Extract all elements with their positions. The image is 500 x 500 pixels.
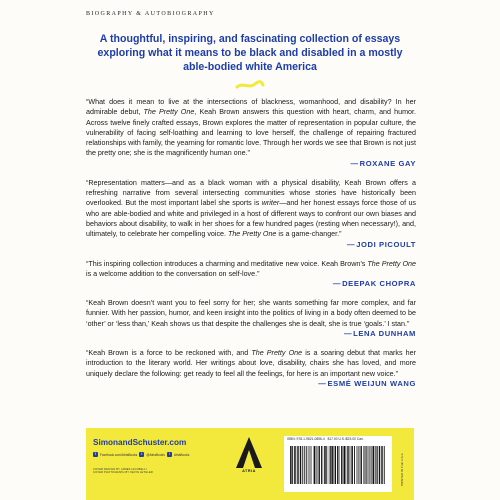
barcode-bar xyxy=(314,446,315,484)
barcode-bar xyxy=(381,446,382,484)
category-label: BIOGRAPHY & AUTOBIOGRAPHY xyxy=(86,11,215,17)
barcode-bar xyxy=(295,446,296,484)
barcode-bar xyxy=(372,446,373,484)
barcode-bar xyxy=(290,446,291,484)
blurb-attribution: —ESMÉ WEIJUN WANG xyxy=(318,378,416,388)
barcode-bar xyxy=(291,446,292,484)
social-instagram[interactable]: AtriaBooks xyxy=(173,452,190,457)
barcode-icon xyxy=(288,444,388,488)
barcode-bar xyxy=(366,446,367,484)
barcode-bar xyxy=(377,446,378,484)
barcode-bar xyxy=(361,446,362,484)
barcode-bar xyxy=(335,446,336,484)
barcode-bar xyxy=(375,446,376,484)
twitter-icon: t xyxy=(139,452,144,457)
barcode-bar xyxy=(358,446,359,484)
blurb-attribution: —LENA DUNHAM xyxy=(343,329,416,339)
barcode-bar xyxy=(324,446,325,484)
blurb-attribution: —DEEPAK CHOPRA xyxy=(332,279,416,289)
barcode-bar xyxy=(332,446,333,484)
barcode-bar xyxy=(341,446,342,484)
barcode-bar xyxy=(347,446,348,484)
isbn-price: ISBN: 978-1-9821-0856-4 $17.00 U.S./$23.00 Can. xyxy=(287,437,364,441)
blurb-attribution: —ROXANE GAY xyxy=(350,158,416,168)
blurb-deepak-chopra xyxy=(86,259,416,290)
barcode-bar xyxy=(302,446,303,484)
barcode-bar xyxy=(351,446,352,484)
cover-credits xyxy=(93,468,153,475)
barcode-bar xyxy=(344,446,345,484)
barcode-bar xyxy=(379,446,380,484)
blurbs-section xyxy=(86,97,416,398)
barcode-bar xyxy=(354,446,355,484)
barcode-bar xyxy=(300,446,301,484)
headline: A thoughtful, inspiring, and fascinating collection of essays exploring what it means to be black and disabled in a mostly able-bodied white America xyxy=(97,33,403,74)
blurb-text: “What does it mean to live at the intersections of blackness, womanhood, and disability? In her admirable debut, The Pretty One, Keah Brown answers this question with heart, charm, and humor. Across twelve finely crafted essays, Brown explores the matter of representation in popular culture, the vulnerability of facing self-loathing and learning to love herself, the challenge of repairing fractured relationships with family, the yearning for romantic love. Through her words we see that Brown is not just the pretty one; she is the magnificently human one.” xyxy=(86,98,416,158)
barcode-bar xyxy=(370,446,371,484)
barcode-bar xyxy=(319,446,320,484)
blurb-text: “Representation matters—and as a black woman with a physical disability, Keah Brown offers a refreshing narrative from several intersecting communities whose stories have historically been overlooked. But the most important label she sports is writer—and her honest essays force those of us who are able-bodied and white and privileged in a host of different ways to confront our own biases and behaviors about disability, to walk in her shoes for a few hundred pages (resting when necessary!), and, ultimately, to celebrate her compelling voice. The Pretty One is a game-changer.” xyxy=(86,178,417,239)
instagram-icon: i xyxy=(167,452,172,457)
printed-in-note: PRINTED IN THE U.S.A. xyxy=(400,452,404,486)
social-facebook[interactable]: Facebook.com/AtriaBooks xyxy=(100,452,138,457)
swash-divider-icon xyxy=(235,80,265,90)
cover-photo-credit: COVER PHOTOGRAPH BY KEVIN LETHLER xyxy=(93,471,153,475)
blurb-esme-weijun-wang xyxy=(86,348,416,389)
barcode-bar xyxy=(373,446,374,484)
publisher-website-link[interactable]: SimonandSchuster.com xyxy=(93,438,187,447)
blurb-attribution: —JODI PICOULT xyxy=(347,239,416,249)
facebook-icon: f xyxy=(93,452,98,457)
atria-logo-icon xyxy=(234,436,264,470)
social-twitter[interactable]: @AtriaBooks xyxy=(146,452,165,457)
barcode-bar xyxy=(304,446,305,484)
barcode-bar xyxy=(294,446,295,484)
blurb-lena-dunham xyxy=(86,298,416,339)
barcode-bar xyxy=(337,446,338,484)
barcode-bar xyxy=(321,446,322,484)
barcode-bar xyxy=(297,446,298,484)
blurb-text: “This inspiring collection introduces a charming and meditative new voice. Keah Brown’s The Pretty One is a welcome addition to the conversation on self-love.” xyxy=(86,259,416,278)
barcode-bar xyxy=(317,446,318,484)
publisher-logo-text: ATRIA xyxy=(242,469,256,473)
social-links xyxy=(93,452,189,457)
barcode-bar xyxy=(343,446,344,484)
blurb-roxane-gay xyxy=(86,97,416,169)
cover-design-credit: COVER DESIGN BY JAMES IACOBELLI xyxy=(93,468,147,471)
barcode-bar xyxy=(330,446,331,484)
barcode-bar xyxy=(352,446,353,484)
barcode-bar xyxy=(306,446,307,484)
blurb-jodi-picoult xyxy=(86,178,416,250)
blurb-text: “Keah Brown doesn’t want you to feel sorry for her; she wants something far more complex, and far funnier. With her passion, humor, and keen insight into the politics of living in a body often deemed to be ‘other’ or ‘less than,’ Keah shows us that despite the challenges she is dealt, she is true ‘goals.’ I stan.” xyxy=(86,299,416,328)
blurb-text: “Keah Brown is a force to be reckoned with, and The Pretty One is a soaring debut that marks her introduction to the literary world. Her writings about love, disability, chairs she has loved, and more uniquely declare the following: get ready to feel all the feelings, for here is an important new voice.” xyxy=(86,349,417,378)
footer-band xyxy=(86,428,414,500)
barcode-bar xyxy=(325,446,326,484)
barcode-bar xyxy=(384,446,385,484)
